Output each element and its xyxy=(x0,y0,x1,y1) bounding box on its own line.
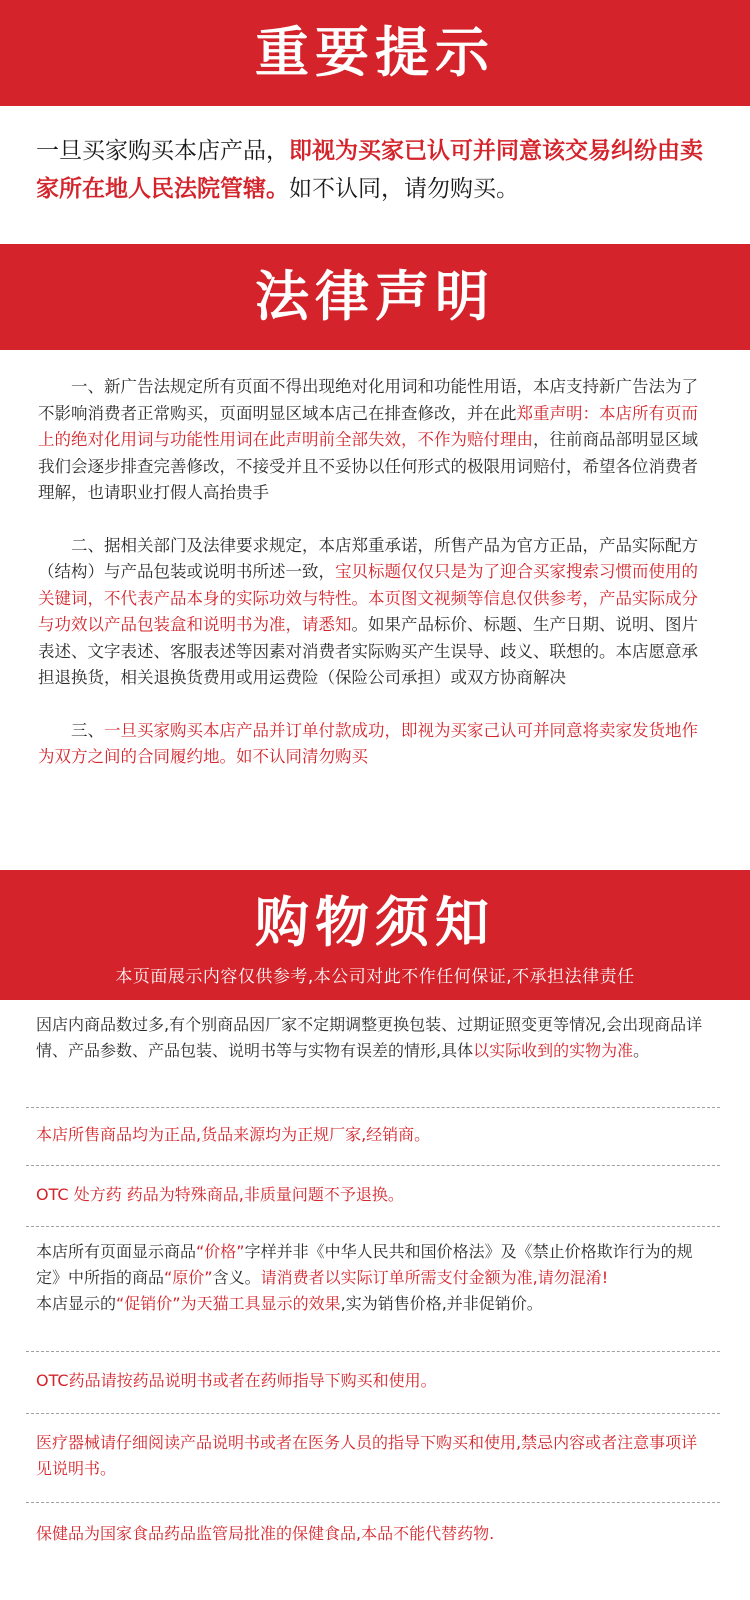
legal-p3-b: 一旦买家购买本店产品并订单付款成功，即视为买家己认可并同意将卖家发货地作为双方之间的合同履约地。如不认同清勿购买 xyxy=(38,720,698,766)
legal-p2-b: 宝贝标题仅仅只是为了迎合买家搜索习惯而使用的关键词，不代表产品本身的实际功效与特性。本页图文视频等信息仅供参考，产品实际成分与功效以产品包装盒和说明书为准，请悉知 xyxy=(38,562,698,634)
list-item xyxy=(26,1414,720,1503)
item2-text: OTC 处方药 药品为特殊商品,非质量问题不予退换。 xyxy=(36,1185,404,1204)
item3-b: “价格” xyxy=(196,1242,245,1261)
legal-p2-a: 二、据相关部门及法律要求规定，本店郑重承诺，所售产品为官方正品，产品实际配方（结构）与产品包装或说明书所述一致， xyxy=(38,535,698,581)
shopping-title: 购物须知 xyxy=(255,891,495,954)
notice-text-3: 如不认同，请勿购买。 xyxy=(289,176,519,202)
legal-p1-b: 郑重声明：本店所有页而上的绝对化用词与功能性用词在此声明前全部失效，不作为赔付理由 xyxy=(38,403,698,449)
legal-banner xyxy=(0,244,750,350)
legal-p1-a: 一、新广告法规定所有页面不得出现绝对化用词和功能性用语，本店支持新广告法为了不影响消费者正常购买，页面明显区域本店己在排查修改，并在此 xyxy=(38,377,698,423)
item0-c: 。 xyxy=(633,1041,650,1060)
item0-b: 以实际收到的实物为准 xyxy=(473,1041,634,1060)
legal-paragraph-2 xyxy=(38,533,714,692)
notice-title: 重要提示 xyxy=(255,21,495,84)
shopping-banner xyxy=(0,870,750,1000)
shopping-subtitle: 本页面展示内容仅供参考,本公司对此不作任何保证,不承担法律责任 xyxy=(115,967,635,987)
item3-g: 本店显示的 xyxy=(36,1294,117,1313)
list-item xyxy=(26,1166,720,1227)
legal-paragraph-3 xyxy=(38,718,714,771)
item6-text: 保健品为国家食品药品监管局批准的保健食品,本品不能代替药物. xyxy=(36,1524,495,1543)
item4-text: OTC药品请按药品说明书或者在药师指导下购买和使用。 xyxy=(36,1371,437,1390)
notice-text xyxy=(0,106,750,244)
item3-f: 请消费者以实际订单所需支付金额为准,请勿混淆! xyxy=(260,1268,609,1287)
legal-p2-c: 。如果产品标价、标题、生产日期、说明、图片表述、文字表述、客服表述等因素对消费者实际购买产生误导、歧义、联想的。本店愿意承担退换货，相关退换货费用或用运费险（保险公司承担）或双方协商解决 xyxy=(38,615,698,687)
list-item xyxy=(26,1503,720,1563)
legal-paragraph-1 xyxy=(38,374,714,507)
legal-title: 法律声明 xyxy=(255,265,495,328)
item1-text: 本店所售商品均为正品,货品来源均为正规厂家,经销商。 xyxy=(36,1125,431,1144)
item3-h: “促销价”为天猫工具显示的效果 xyxy=(116,1294,341,1313)
shopping-notes xyxy=(0,1000,750,1563)
item3-c: 字样并非《中华人民共和国价格法》及《禁止价格欺诈行为的规定》中所指的商品 xyxy=(36,1242,693,1287)
legal-p3-a: 三、 xyxy=(71,720,104,740)
item0-a: 因店内商品数过多,有个别商品因厂家不定期调整更换包装、过期证照变更等情况,会出现商品详情、产品参数、产品包装、说明书等与实物有误差的情形,具体 xyxy=(36,1015,703,1060)
legal-statement xyxy=(0,350,750,870)
notice-banner xyxy=(0,0,750,106)
list-item xyxy=(26,1352,720,1414)
notice-text-2: 即视为买家已认可并同意该交易纠纷由卖家所在地人民法院管辖。 xyxy=(36,138,703,202)
legal-p1-c: ，往前商品部明显区域我们会逐步排查完善修改，不接受并且不妥协以任何形式的极限用词赔付，希望各位消费者理解，也请职业打假人高抬贵手 xyxy=(38,430,698,502)
list-item xyxy=(26,1000,720,1108)
list-item xyxy=(26,1108,720,1166)
item3-e: 含义。 xyxy=(212,1268,261,1287)
item3-d: “原价” xyxy=(164,1268,213,1287)
item3-i: ,实为销售价格,并非促销价。 xyxy=(340,1294,543,1313)
notice-text-1: 一旦买家购买本店产品， xyxy=(36,138,289,164)
list-item xyxy=(26,1227,720,1352)
item3-a: 本店所有页面显示商品 xyxy=(36,1242,197,1261)
item5-text: 医疗器械请仔细阅读产品说明书或者在医务人员的指导下购买和使用,禁忌内容或者注意事项详见说明书。 xyxy=(36,1433,698,1478)
